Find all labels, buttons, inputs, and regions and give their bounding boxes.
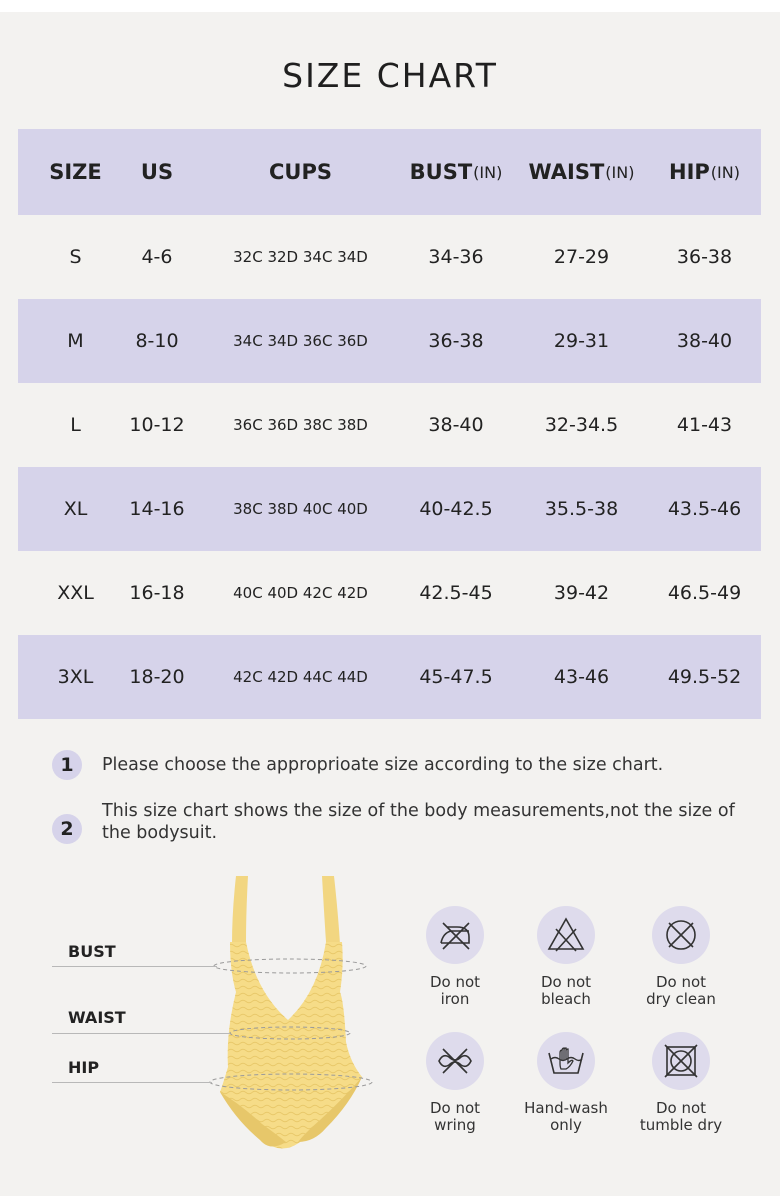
cell-waist: 39-42 [553,582,610,604]
waist-label: WAIST [68,1008,126,1027]
cell-waist: 29-31 [553,330,610,352]
cell-cups: 38C 38D 40C 40D [233,500,368,518]
cell-hip: 43.5-46 [667,498,742,520]
care-label: Do not iron [429,973,481,1008]
care-item-no-wring [400,1032,510,1134]
care-item-hand-wash [511,1032,621,1134]
care-item-no-dry-clean [626,906,736,1008]
cell-hip: 36-38 [676,246,733,268]
cell-bust: 38-40 [428,414,484,436]
note-text: Please choose the approprioate size according to the size chart. [102,755,664,775]
cell-waist: 43-46 [553,666,610,688]
cell-us: 14-16 [129,498,185,520]
hip-label: HIP [68,1058,100,1077]
care-label: Do not wring [429,1099,481,1134]
no-iron-icon [426,906,484,964]
cell-cups: 36C 36D 38C 38D [233,416,368,434]
cell-us: 4-6 [141,246,173,268]
header-hip: HIP (IN) [669,160,740,184]
cell-bust: 45-47.5 [419,666,493,688]
size-chart-page [0,12,780,1196]
header-cups: CUPS [269,160,332,184]
waist-guide-line [52,1033,230,1034]
cell-hip: 38-40 [676,330,733,352]
no-wring-icon [426,1032,484,1090]
cell-cups: 40C 40D 42C 42D [233,584,368,602]
cell-cups: 32C 32D 34C 34D [233,248,368,266]
cell-waist: 35.5-38 [544,498,619,520]
bodysuit-illustration [0,872,400,1172]
header-us: US [140,160,174,184]
table-row [18,635,761,719]
measurement-figure [0,872,400,1172]
care-item-no-tumble-dry [626,1032,736,1134]
cell-bust: 36-38 [428,330,484,352]
hand-wash-icon [537,1032,595,1090]
cell-us: 8-10 [135,330,179,352]
cell-bust: 40-42.5 [419,498,493,520]
cell-hip: 49.5-52 [667,666,742,688]
care-label: Do not tumble dry [639,1099,723,1134]
note-number-badge: 1 [52,750,82,780]
care-item-no-bleach [511,906,621,1008]
cell-hip: 46.5-49 [667,582,742,604]
cell-cups: 34C 34D 36C 36D [233,332,368,350]
cell-waist: 32-34.5 [544,414,619,436]
table-row [18,467,761,551]
cell-us: 10-12 [129,414,185,436]
table-row [18,215,761,299]
cell-waist: 27-29 [553,246,610,268]
hip-guide-line [52,1082,212,1083]
cell-cups: 42C 42D 44C 44D [233,668,368,686]
cell-size: L [70,414,81,436]
cell-us: 16-18 [129,582,185,604]
cell-size: M [67,330,84,352]
table-row [18,299,761,383]
size-table [18,129,761,719]
header-bust: BUST (IN) [409,160,503,184]
table-row [18,551,761,635]
no-dry-clean-icon [652,906,710,964]
cell-size: XL [63,498,88,520]
no-tumble-dry-icon [652,1032,710,1090]
care-label: Hand-wash only [524,1099,608,1134]
care-item-no-iron [400,906,510,1008]
bust-guide-line [52,966,217,967]
care-label: Do not dry clean [646,973,716,1008]
note-number-badge: 2 [52,814,82,844]
bust-label: BUST [68,942,116,961]
cell-size: 3XL [57,666,94,688]
cell-size: S [69,246,82,268]
cell-hip: 41-43 [676,414,733,436]
cell-bust: 34-36 [428,246,484,268]
cell-us: 18-20 [129,666,185,688]
table-header-row [18,129,761,215]
page-title: SIZE CHART [282,56,498,95]
table-row [18,383,761,467]
cell-size: XXL [57,582,94,604]
care-label: Do not bleach [540,973,592,1008]
note-text: This size chart shows the size of the body measurements,not the size of the bodysuit. [102,801,735,843]
cell-bust: 42.5-45 [419,582,493,604]
care-instructions [400,902,780,1162]
header-size: SIZE [49,160,102,184]
header-waist: WAIST (IN) [528,160,635,184]
no-bleach-icon [537,906,595,964]
